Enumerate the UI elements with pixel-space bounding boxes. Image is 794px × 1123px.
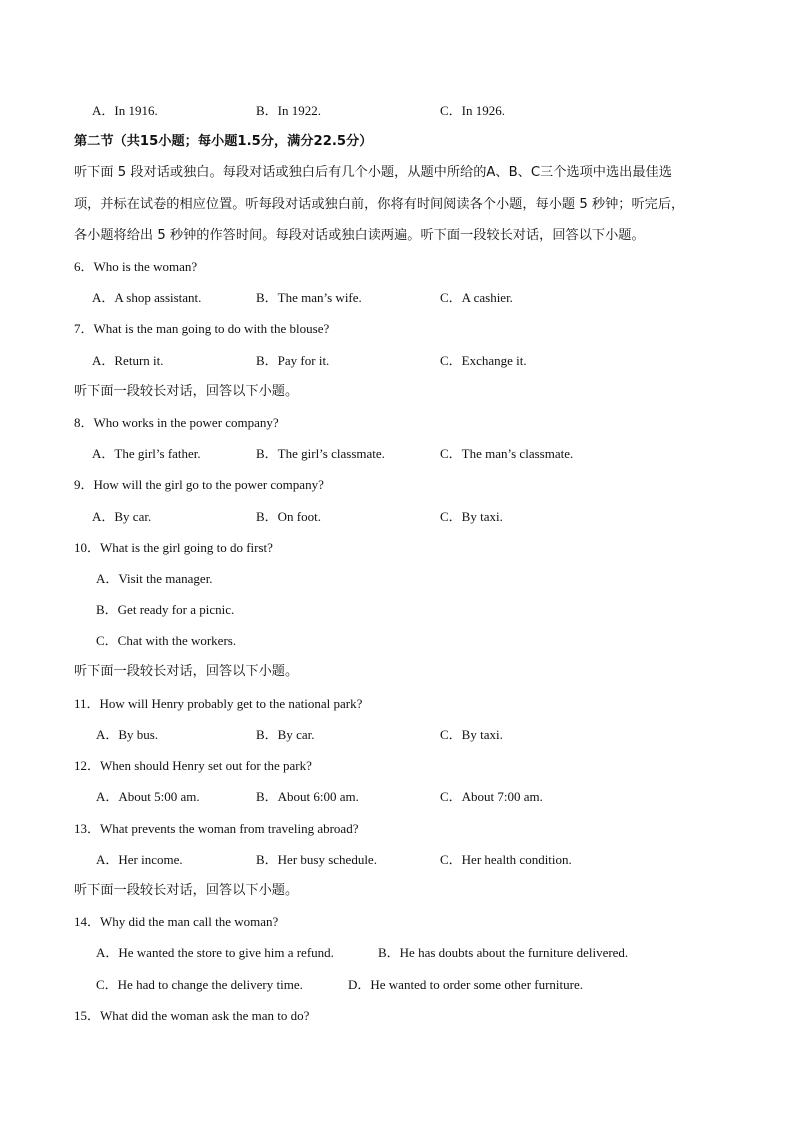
- q11-option-b: B．By car.: [256, 727, 315, 742]
- question-15: 15．What did the woman ask the man to do?: [74, 1008, 310, 1023]
- q13-option-b: B．Her busy schedule.: [256, 852, 377, 867]
- option-c: C．In 1926.: [440, 103, 506, 118]
- q9-option-b: B．On foot.: [256, 509, 322, 524]
- q13-option-c: C．Her health condition.: [440, 852, 572, 867]
- instructions-line-3: 各小题将给出 5 秒钟的作答时间。每段对话或独白读两遍。听下面一段较长对话，回答以下小题。: [74, 228, 645, 243]
- q7-option-a: A．Return it.: [92, 353, 164, 368]
- listen-instruction-2: 听下面一段较长对话，回答以下小题。: [74, 664, 299, 679]
- listen-instruction-1: 听下面一段较长对话，回答以下小题。: [74, 384, 299, 399]
- question-7: 7．What is the man going to do with the blouse?: [74, 321, 330, 336]
- instructions-line-2: 项，并标在试卷的相应位置。听每段对话或独白前，你将有时间阅读各个小题，每小题 5 秒钟；听完后，: [74, 197, 685, 212]
- q12-option-c: C．About 7:00 am.: [440, 789, 543, 804]
- question-6: 6．Who is the woman?: [74, 259, 198, 274]
- q14-option-c: C．He had to change the delivery time.: [96, 977, 303, 992]
- q7-option-b: B．Pay for it.: [256, 353, 330, 368]
- option-b: B．In 1922.: [256, 103, 322, 118]
- q14-option-d: D．He wanted to order some other furniture.: [348, 977, 584, 992]
- q8-option-b: B．The girl’s classmate.: [256, 446, 385, 461]
- q9-option-c: C．By taxi.: [440, 509, 503, 524]
- q7-option-c: C．Exchange it.: [440, 353, 527, 368]
- question-9: 9．How will the girl go to the power company?: [74, 477, 324, 492]
- question-10: 10．What is the girl going to do first?: [74, 540, 273, 555]
- q14-option-b: B．He has doubts about the furniture delivered.: [378, 945, 629, 960]
- q12-option-b: B．About 6:00 am.: [256, 789, 359, 804]
- question-13: 13．What prevents the woman from traveling abroad?: [74, 821, 359, 836]
- q14-option-a: A．He wanted the store to give him a refund.: [96, 945, 334, 960]
- q6-option-a: A．A shop assistant.: [92, 290, 202, 305]
- q10-option-c: C．Chat with the workers.: [96, 633, 237, 648]
- question-8: 8．Who works in the power company?: [74, 415, 279, 430]
- q6-option-b: B．The man’s wife.: [256, 290, 362, 305]
- question-12: 12．When should Henry set out for the park?: [74, 758, 312, 773]
- q6-option-c: C．A cashier.: [440, 290, 513, 305]
- q8-option-c: C．The man’s classmate.: [440, 446, 574, 461]
- q9-option-a: A．By car.: [92, 509, 152, 524]
- q10-option-b: B．Get ready for a picnic.: [96, 602, 235, 617]
- option-a: A．In 1916.: [92, 103, 158, 118]
- question-14: 14．Why did the man call the woman?: [74, 914, 279, 929]
- q11-option-a: A．By bus.: [96, 727, 159, 742]
- section-title: 第二节（共15小题；每小题1.5分，满分22.5分）: [74, 134, 373, 149]
- listen-instruction-3: 听下面一段较长对话，回答以下小题。: [74, 883, 299, 898]
- q12-option-a: A．About 5:00 am.: [96, 789, 200, 804]
- q11-option-c: C．By taxi.: [440, 727, 503, 742]
- q8-option-a: A．The girl’s father.: [92, 446, 201, 461]
- q13-option-a: A．Her income.: [96, 852, 183, 867]
- instructions-line-1: 听下面 5 段对话或独白。每段对话或独白后有几个小题，从题中所给的A、B、C三个选项中选出最佳选: [74, 165, 672, 180]
- q10-option-a: A．Visit the manager.: [96, 571, 213, 586]
- question-11: 11．How will Henry probably get to the national park?: [74, 696, 363, 711]
